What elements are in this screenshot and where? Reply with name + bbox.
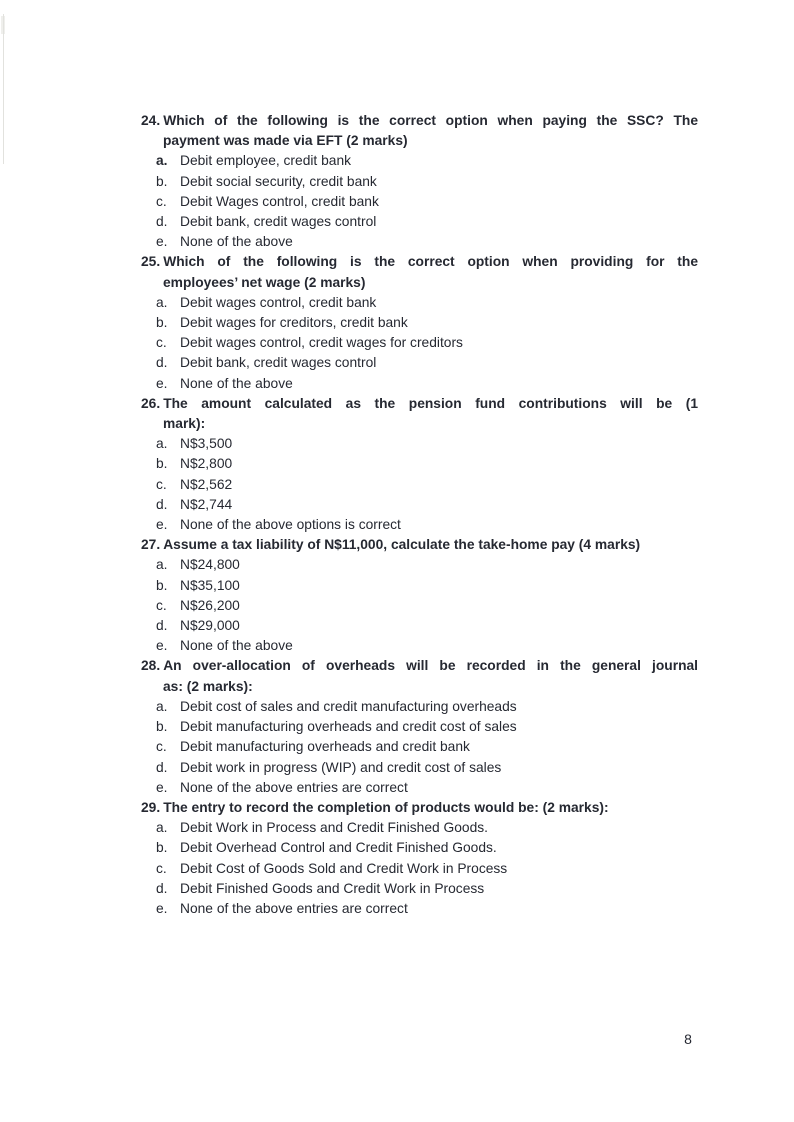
option-text: Debit Overhead Control and Credit Finished Goods. [180,840,497,856]
answer-option [141,434,698,454]
question-block [141,394,698,535]
answer-option [141,151,698,171]
answer-option [141,636,698,656]
question-heading-line [141,252,698,272]
answer-option [141,454,698,474]
option-letter: b. [156,456,168,472]
option-letter: b. [156,315,168,331]
option-text: Debit employee, credit bank [180,153,352,169]
answer-option [141,475,698,495]
answer-option [141,172,698,192]
answer-option [141,717,698,737]
option-letter: c. [156,597,167,613]
question-number: 25. [141,254,161,270]
question-text: mark): [163,416,206,432]
question-heading [141,252,698,292]
option-text: Debit cost of sales and credit manufacturing overheads [180,698,517,714]
option-text: N$3,500 [180,436,233,452]
question-text: payment was made via EFT (2 marks) [163,133,408,149]
option-letter: a. [156,436,168,452]
question-text: An over-allocation of overheads will be recorded in the general journal [163,658,698,674]
question-heading [141,656,698,696]
page-number: 8 [684,1031,692,1047]
option-text: N$24,800 [180,557,240,573]
option-letter: d. [156,618,168,634]
option-text: Debit wages for creditors, credit bank [180,315,408,331]
question-text: The entry to record the completion of products would be: (2 marks): [163,799,609,815]
option-letter: e. [156,900,168,916]
option-text: None of the above [180,638,293,654]
option-letter: a. [156,557,168,573]
question-block [141,656,698,797]
option-letter: a. [156,294,168,310]
answer-option [141,313,698,333]
answer-option [141,192,698,212]
answer-option [141,758,698,778]
option-text: N$35,100 [180,577,240,593]
question-heading-line [141,131,698,151]
option-letter: a. [156,153,168,169]
question-heading-line [141,111,698,131]
option-letter: d. [156,496,168,512]
answer-option [141,515,698,535]
scan-artifact [3,14,4,164]
option-text: N$29,000 [180,618,240,634]
question-heading-line [141,414,698,434]
question-block [141,111,698,252]
option-letter: c. [156,860,167,876]
answer-option [141,879,698,899]
option-text: Debit work in progress (WIP) and credit cost of sales [180,759,502,775]
questions-container [141,111,698,919]
answer-option [141,596,698,616]
question-heading [141,798,698,818]
option-letter: e. [156,375,168,391]
question-block [141,798,698,919]
question-heading-line [141,677,698,697]
option-text: Debit Finished Goods and Credit Work in Process [180,880,485,896]
answer-option [141,555,698,575]
question-block [141,535,698,656]
question-heading-line [141,656,698,676]
option-text: None of the above options is correct [180,517,401,533]
option-letter: b. [156,577,168,593]
answer-option [141,212,698,232]
option-text: Debit Cost of Goods Sold and Credit Work in Process [180,860,508,876]
question-heading-line [141,535,698,555]
option-text: Debit manufacturing overheads and credit bank [180,739,470,755]
option-text: N$2,744 [180,496,233,512]
option-letter: c. [156,476,167,492]
question-text: The amount calculated as the pension fund contributions will be (1 [163,395,698,411]
option-text: Debit wages control, credit wages for creditors [180,335,463,351]
answer-option [141,616,698,636]
question-text: as: (2 marks): [163,678,253,694]
option-text: None of the above [180,234,293,250]
option-letter: b. [156,840,168,856]
option-letter: c. [156,335,167,351]
question-heading-line [141,273,698,293]
answer-option [141,818,698,838]
question-heading [141,111,698,151]
option-text: Debit wages control, credit bank [180,294,377,310]
option-letter: c. [156,739,167,755]
question-number: 26. [141,395,161,411]
option-letter: e. [156,638,168,654]
question-text: employees’ net wage (2 marks) [163,274,366,290]
option-letter: e. [156,517,168,533]
option-text: Debit Work in Process and Credit Finished Goods. [180,820,489,836]
option-letter: d. [156,214,168,230]
option-letter: a. [156,820,168,836]
answer-option [141,859,698,879]
option-text: N$2,800 [180,456,233,472]
question-block [141,252,698,393]
option-text: Debit bank, credit wages control [180,214,377,230]
option-text: Debit bank, credit wages control [180,355,377,371]
answer-option [141,899,698,919]
option-letter: e. [156,234,168,250]
answer-option [141,232,698,252]
question-heading-line [141,798,698,818]
option-letter: d. [156,759,168,775]
option-text: Debit manufacturing overheads and credit cost of sales [180,719,517,735]
option-text: None of the above [180,375,293,391]
question-heading [141,535,698,555]
answer-option [141,576,698,596]
question-heading-line [141,394,698,414]
option-text: None of the above entries are correct [180,900,408,916]
answer-option [141,293,698,313]
option-letter: a. [156,698,168,714]
option-letter: d. [156,355,168,371]
question-number: 29. [141,799,161,815]
answer-option [141,737,698,757]
question-number: 24. [141,113,161,128]
answer-option [141,333,698,353]
answer-option [141,838,698,858]
answer-option [141,778,698,798]
answer-option [141,697,698,717]
option-text: N$2,562 [180,476,233,492]
question-text: Which of the following is the correct option when providing for the [163,254,698,270]
option-text: Debit social security, credit bank [180,173,377,189]
option-letter: e. [156,779,168,795]
answer-option [141,495,698,515]
answer-option [141,374,698,394]
question-number: 27. [141,537,161,553]
option-letter: c. [156,193,167,209]
option-text: N$26,200 [180,597,240,613]
question-number: 28. [141,658,161,674]
option-text: Debit Wages control, credit bank [180,193,379,209]
answer-option [141,353,698,373]
option-text: None of the above entries are correct [180,779,408,795]
question-text: Assume a tax liability of N$11,000, calculate the take-home pay (4 marks) [163,537,641,553]
option-letter: d. [156,880,168,896]
option-letter: b. [156,173,168,189]
question-text: Which of the following is the correct option when paying the SSC? The [163,113,698,128]
option-letter: b. [156,719,168,735]
question-heading [141,394,698,434]
